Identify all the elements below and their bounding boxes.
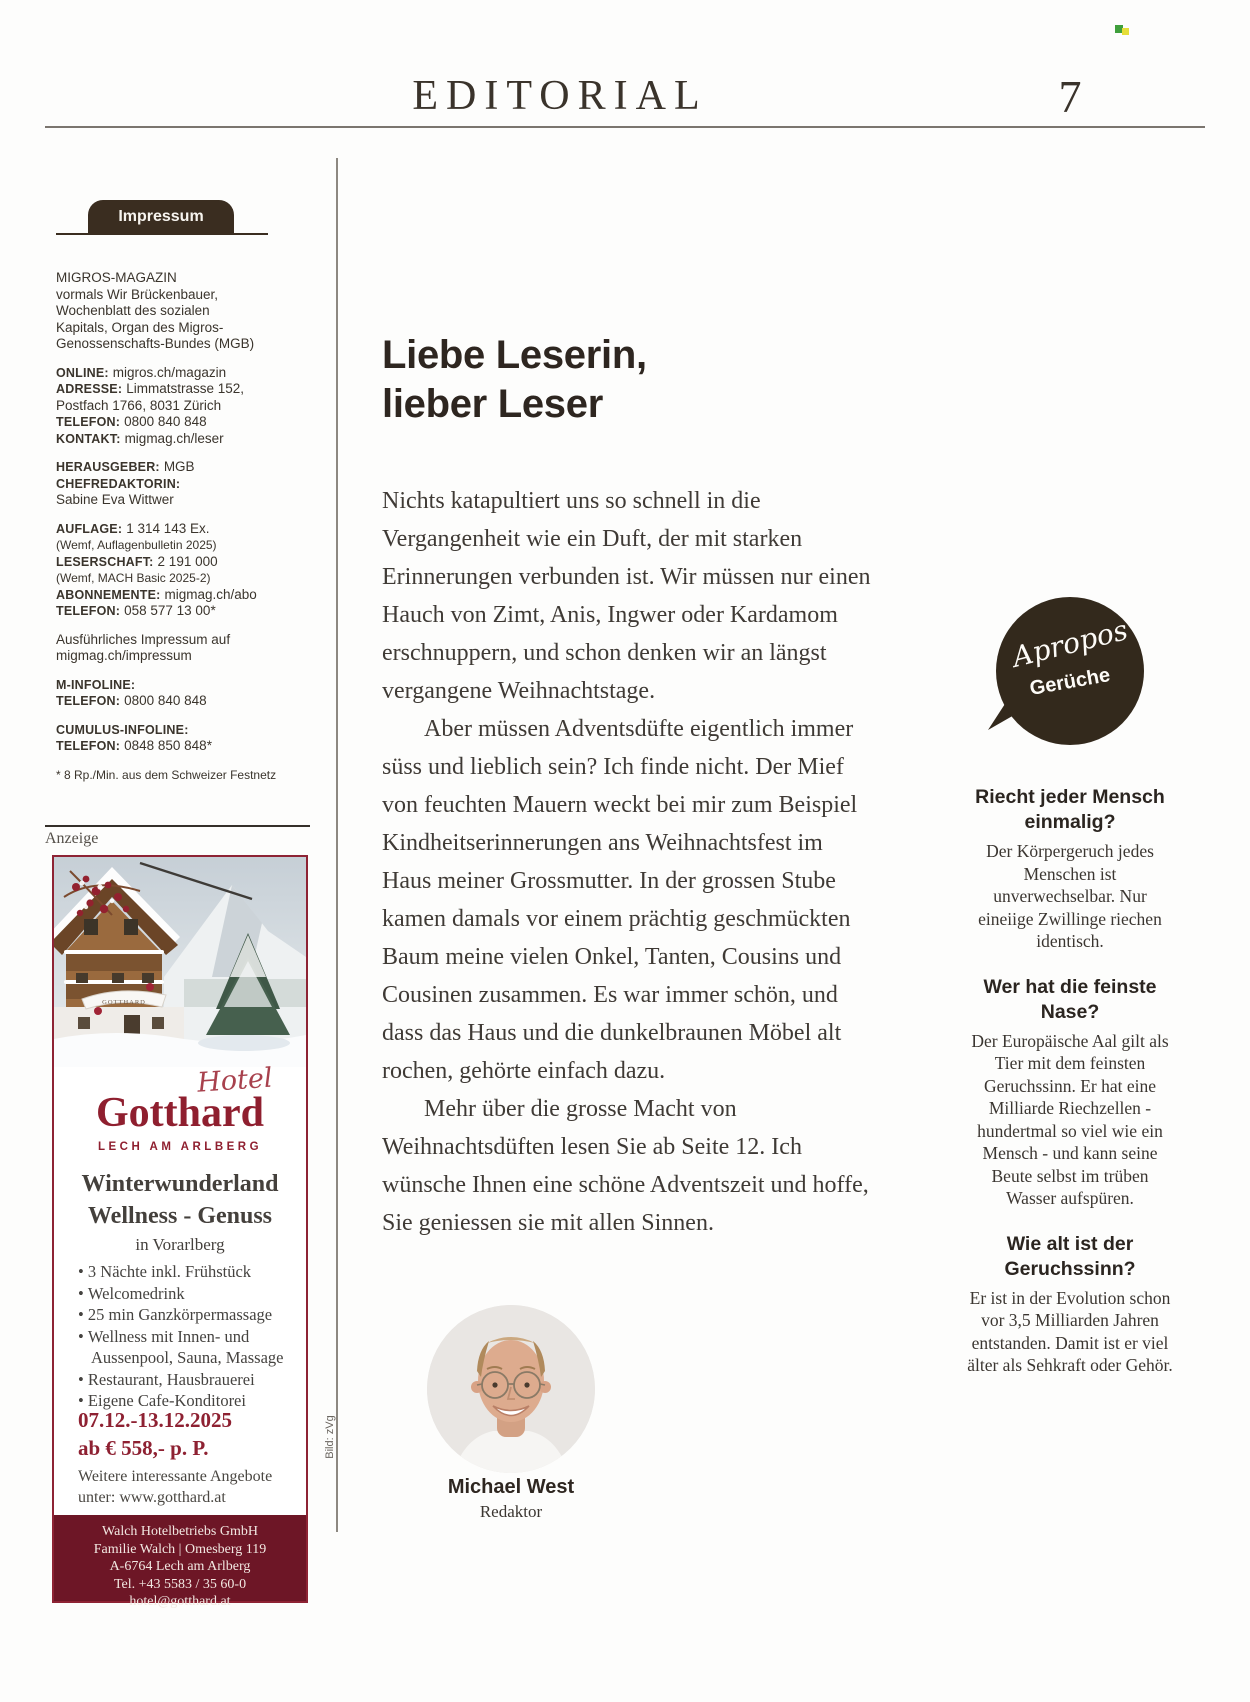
impressum-line xyxy=(56,492,318,509)
editorial-body xyxy=(382,482,874,1242)
impressum-line-value: Ausführliches Impressum auf xyxy=(56,631,231,647)
ad-more-info-line2: unter: www.gotthard.at xyxy=(78,1489,226,1506)
impressum-line xyxy=(56,537,318,554)
ad-bullet-item: • Eigene Cafe-Konditorei xyxy=(78,1390,294,1412)
impressum-line-value: (Wemf, MACH Basic 2025-2) xyxy=(56,571,211,585)
impressum-line xyxy=(56,648,318,665)
impressum-line-value: Limmatstrasse 152, xyxy=(126,381,244,396)
impressum-tab-rule xyxy=(56,233,268,235)
ad-headline-1: Winterwunderland xyxy=(81,1171,279,1197)
impressum-line xyxy=(56,603,318,620)
impressum-line xyxy=(56,287,318,304)
impressum-line xyxy=(56,414,318,431)
impressum-line-label: TELEFON: xyxy=(56,604,121,618)
impressum-line-value: 058 577 13 00* xyxy=(124,603,216,618)
impressum-line-label: TELEFON: xyxy=(56,739,121,753)
apropos-topic-text: Gerüche xyxy=(1028,664,1112,700)
impressum-line xyxy=(56,632,318,649)
qa-answer: Der Körpergeruch jedes Menschen ist unverwechselbar. Nur eineiige Zwillinge riechen identisch. xyxy=(978,841,1162,951)
impressum-line-label: CHEFREDAKTORIN: xyxy=(56,476,181,491)
qa-item xyxy=(966,785,1174,953)
ad-footer-line: Walch Hotelbetriebs GmbH xyxy=(102,1524,258,1539)
impressum-line xyxy=(56,587,318,604)
ad-more-info-line1: Weitere interessante Angebote xyxy=(78,1468,273,1485)
impressum-line xyxy=(56,677,318,694)
impressum-line xyxy=(56,398,318,415)
impressum-line xyxy=(56,365,318,382)
editorial-title-line1: Liebe Leserin, xyxy=(382,333,647,377)
impressum-line-label: LESERSCHAFT: xyxy=(56,554,154,569)
ad-bullet-list xyxy=(78,1261,294,1412)
impressum-line-value: Sabine Eva Wittwer xyxy=(56,492,174,507)
impressum-line xyxy=(56,570,318,587)
impressum-line-label: ADRESSE: xyxy=(56,382,123,396)
impressum-line-value: 0800 840 848 xyxy=(124,693,207,708)
ad-price: ab € 558,- p. P. xyxy=(78,1436,209,1460)
qa-item xyxy=(966,975,1174,1210)
apropos-qa-column xyxy=(966,763,1174,1377)
qa-question: Wie alt ist der Geruchssinn? xyxy=(1004,1232,1136,1280)
impressum-line-value: migmag.ch/abo xyxy=(164,586,257,602)
impressum-line-label: HERAUSGEBER: xyxy=(56,460,160,474)
column-divider-rule xyxy=(336,158,338,1532)
ad-headline-2: Wellness - Genuss xyxy=(87,1203,273,1229)
impressum-line-value: MIGROS-MAGAZIN xyxy=(56,270,177,285)
impressum-line-label: KONTAKT: xyxy=(56,431,121,446)
impressum-line-value: 0848 850 848* xyxy=(124,738,212,753)
impressum-line xyxy=(56,521,318,538)
apropos-script-text: Apropos xyxy=(1008,613,1132,674)
impressum-line-label: ABONNEMENTE: xyxy=(56,587,161,602)
impressum-tab: Impressum xyxy=(88,200,234,233)
ad-bullet-item: • Welcomedrink xyxy=(78,1283,294,1305)
impressum-line xyxy=(56,320,318,337)
hotel-sign-text: GOTTHARD xyxy=(102,999,146,1006)
impressum-line-value: * 8 Rp./Min. aus dem Schweizer Festnetz xyxy=(56,767,277,782)
impressum-line-label: AUFLAGE: xyxy=(56,521,123,536)
impressum-line-value: Postfach 1766, 8031 Zürich xyxy=(56,397,222,413)
impressum-line-value: 0800 840 848 xyxy=(124,414,207,429)
impressum-line-label: ONLINE: xyxy=(56,365,109,380)
impressum-line xyxy=(56,431,318,448)
editorial-paragraph-2: Aber müssen Adventsdüfte eigentlich immer süss und lieblich sein? Ich finde nicht. Der Mief von feuchten Mauern weckt bei mir zum Beispiel Kindheitserinnerungen ans Weihnachtsfest im Haus meiner Grossmutter. In der grossen Stube kamen damals vor einem prächtig geschmückten Baum meine vielen Onkel, Tanten, Cousins und Cousinen zusammen. Es war immer schön, und dass das Haus und die dunkelbraunen Möbel alt rochen, gehörte einfach dazu. xyxy=(382,716,858,1084)
impressum-line-value: 2 191 000 xyxy=(157,553,218,569)
photo-credit: Bild: zVg xyxy=(324,1415,336,1459)
hotel-gotthard-advert xyxy=(52,855,308,1609)
winter-hotel-photo xyxy=(54,857,306,1067)
impressum-line xyxy=(56,554,318,571)
editorial-paragraph-3: Mehr über die grosse Macht von Weihnachtsdüften lesen Sie ab Seite 12. Ich wünsche Ihnen eine schöne Adventszeit und hoffe, Sie geniessen sie mit allen Sinnen. xyxy=(382,1096,869,1236)
ad-headline-3: in Vorarlberg xyxy=(135,1235,225,1254)
impressum-line xyxy=(56,693,318,710)
editorial-title xyxy=(382,331,902,429)
author-portrait-illustration xyxy=(427,1305,595,1473)
impressum-line-value: Kapitals, Organ des Migros- xyxy=(56,319,224,335)
impressum-line-value: vormals Wir Brückenbauer, xyxy=(56,286,219,302)
impressum-line xyxy=(56,270,318,287)
ad-bullet-item: • 25 min Ganzkörpermassage xyxy=(78,1304,294,1326)
print-registration-mark-yellow xyxy=(1122,28,1129,35)
impressum-line-label: TELEFON: xyxy=(56,694,121,708)
impressum-line xyxy=(56,336,318,353)
impressum-line xyxy=(56,767,318,784)
ad-bullet-item: • Restaurant, Hausbrauerei xyxy=(78,1369,294,1391)
impressum-line-label: CUMULUS-INFOLINE: xyxy=(56,722,189,737)
ad-footer-line: Familie Walch | Omesberg 119 xyxy=(93,1541,267,1557)
impressum-line-value: migmag.ch/impressum xyxy=(56,648,192,663)
qa-answer: Er ist in der Evolution schon vor 3,5 Milliarden Jahren entstanden. Damit ist er viel älter als Sehkraft oder Gehör. xyxy=(967,1287,1173,1375)
section-title: EDITORIAL xyxy=(412,73,708,119)
impressum-line xyxy=(56,381,318,398)
qa-item xyxy=(966,1232,1174,1377)
author-role: Redaktor xyxy=(479,1502,543,1521)
qa-question: Riecht jeder Mensch einmalig? xyxy=(975,786,1165,833)
ad-footer-line: Tel. +43 5583 / 35 60-0 xyxy=(113,1576,247,1592)
impressum-line-value: 1 314 143 Ex. xyxy=(126,520,210,536)
impressum-line-value: migros.ch/magazin xyxy=(112,364,227,380)
ad-footer-address xyxy=(54,1515,306,1609)
advert-rule xyxy=(45,825,310,827)
impressum-line xyxy=(56,722,318,739)
impressum-line xyxy=(56,459,318,476)
ad-bullet-item: • 3 Nächte inkl. Frühstück xyxy=(78,1261,294,1283)
hotel-logo-name: Gotthard xyxy=(96,1090,264,1136)
ad-footer-line: hotel@gotthard.at xyxy=(129,1594,231,1609)
impressum-line xyxy=(56,303,318,320)
impressum-line xyxy=(56,476,318,493)
qa-answer: Der Europäische Aal gilt als Tier mit dem feinsten Geruchssinn. Er hat eine Milliarde Riechzellen - hundertmal so viel wie ein Mensch - und kann seine Beute selbst im trüben Wasser aufspüren. xyxy=(971,1030,1169,1208)
author-name: Michael West xyxy=(447,1476,575,1498)
impressum-line-value: (Wemf, Auflagenbulletin 2025) xyxy=(56,538,217,552)
impressum-line-value: migmag.ch/leser xyxy=(124,430,224,446)
hotel-logo-script: Hotel xyxy=(196,1062,274,1099)
ad-date-range: 07.12.-13.12.2025 xyxy=(78,1408,232,1432)
editorial-paragraph-1: Nichts katapultiert uns so schnell in die Vergangenheit wie ein Duft, der mit starken Erinnerungen verbunden ist. Wir müssen nur einen Hauch von Zimt, Anis, Ingwer oder Kardamom erschnuppern, und schon denken wir an längst vergangene Weihnachtstage. xyxy=(382,488,871,704)
impressum-line-label: TELEFON: xyxy=(56,415,121,429)
ad-bullet-item: • Wellness mit Innen- und Aussenpool, Sauna, Massage xyxy=(78,1326,294,1369)
impressum-line-label: M-INFOLINE: xyxy=(56,677,136,692)
impressum-line xyxy=(56,738,318,755)
page-number: 7 xyxy=(1058,71,1082,122)
author-photo xyxy=(427,1305,595,1473)
qa-question: Wer hat die feinste Nase? xyxy=(983,975,1157,1023)
header-rule xyxy=(45,126,1205,128)
editorial-title-line2: lieber Leser xyxy=(382,382,603,426)
impressum-line-value: Wochenblatt des sozialen xyxy=(56,303,210,318)
hotel-logo-subline: LECH AM ARLBERG xyxy=(97,1141,263,1153)
advert-label: Anzeige xyxy=(45,830,99,847)
ad-footer-line: A-6764 Lech am Arlberg xyxy=(109,1559,251,1574)
apropos-speech-bubble xyxy=(996,597,1144,745)
impressum-block xyxy=(56,270,318,783)
impressum-line-value: MGB xyxy=(163,459,195,474)
impressum-line-value: Genossenschafts-Bundes (MGB) xyxy=(56,336,255,351)
